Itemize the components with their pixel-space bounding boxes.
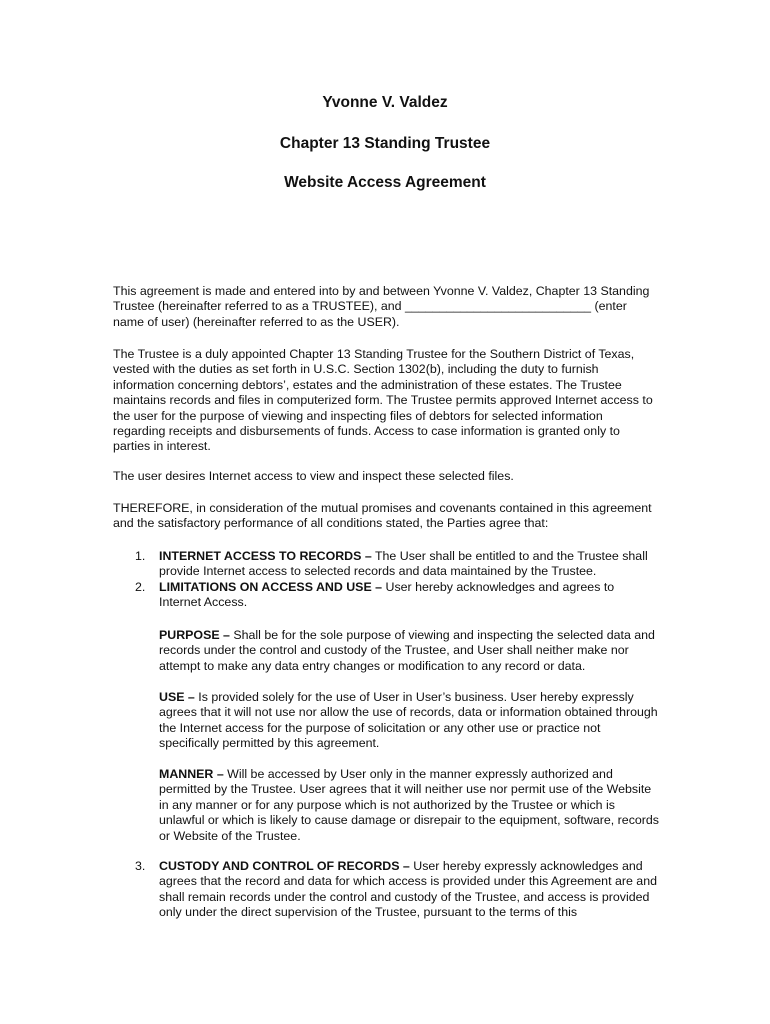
item-heading: INTERNET ACCESS TO RECORDS –	[159, 549, 372, 563]
therefore-paragraph: THEREFORE, in consideration of the mutual promises and covenants contained in this agreement and the satisfactory performance of all conditions stated, the Parties agree that:	[113, 501, 652, 531]
item-number: 2.	[135, 580, 146, 594]
item-content	[159, 859, 659, 921]
item-content	[159, 580, 659, 611]
trustee-role: Chapter 13 Standing Trustee	[279, 135, 491, 152]
trustee-paragraph: The Trustee is a duly appointed Chapter 13 Standing Trustee for the Southern District of Texas, vested with the duties as set forth in U.S.C. Section 1302(b), including the duty to furnish information concerning debtors’, estates and the administration of these estates. The Trustee maintains records and files in computerized form. The Trustee permits approved Internet access to the user for the purpose of viewing and inspecting files of debtors for selected information regarding receipts and disbursements of funds. Access to case information is granted only to parties in interest.	[113, 347, 653, 454]
item-text: User hereby expressly acknowledges and agrees that the record and data for which access is provided under this Agreement are and shall remain records under the control and custody of the Trustee, and access is provided only under the direct supervision of the Trustee, pursuant to the terms of this	[159, 859, 657, 920]
purpose-subsection	[159, 628, 659, 674]
intro-paragraph: This agreement is made and entered into by and between Yvonne V. Valdez, Chapter 13 Standing Trustee (hereinafter referred to as a TRUSTEE), and ___________________________ (enter name of user) (hereinafter referred to as the USER).	[113, 284, 650, 329]
item-heading: LIMITATIONS ON ACCESS AND USE –	[159, 580, 383, 594]
subsection-text: Will be accessed by User only in the manner expressly authorized and permitted by the Trustee. User agrees that it will neither use nor permit use of the Website in any manner or for any purpose which is not authorized by the Trustee or which is unlawful or which is likely to cause damage or disrepair to the equipment, software, records or Website of the Trustee.	[159, 767, 659, 843]
item-number: 1.	[135, 549, 146, 563]
document-title: Website Access Agreement	[284, 174, 486, 191]
subsection-text: Shall be for the sole purpose of viewing and inspecting the selected data and records under the control and custody of the Trustee, and User shall neither make nor attempt to make any data entry changes or modification to any record or data.	[159, 628, 655, 673]
subsection-heading: MANNER –	[159, 767, 224, 781]
item-heading: CUSTODY AND CONTROL OF RECORDS –	[159, 859, 410, 873]
item-text: User hereby acknowledges and agrees to Internet Access.	[159, 580, 615, 610]
trustee-name: Yvonne V. Valdez	[322, 94, 448, 111]
user-paragraph: The user desires Internet access to view and inspect these selected files.	[113, 469, 514, 483]
item-content	[159, 549, 659, 580]
subsection-text: Is provided solely for the use of User in User’s business. User hereby expressly agrees that it will not use nor allow the use of records, data or information obtained through the Internet access for the purpose of solicitation or any other use or practice not specifically permitted by this agreement.	[159, 690, 658, 751]
item-number: 3.	[135, 859, 146, 873]
use-subsection	[159, 690, 659, 752]
item-text: The User shall be entitled to and the Trustee shall provide Internet access to selected records and data maintained by the Trustee.	[159, 549, 648, 579]
subsection-heading: USE –	[159, 690, 195, 704]
manner-subsection	[159, 767, 659, 844]
subsection-heading: PURPOSE –	[159, 628, 230, 642]
